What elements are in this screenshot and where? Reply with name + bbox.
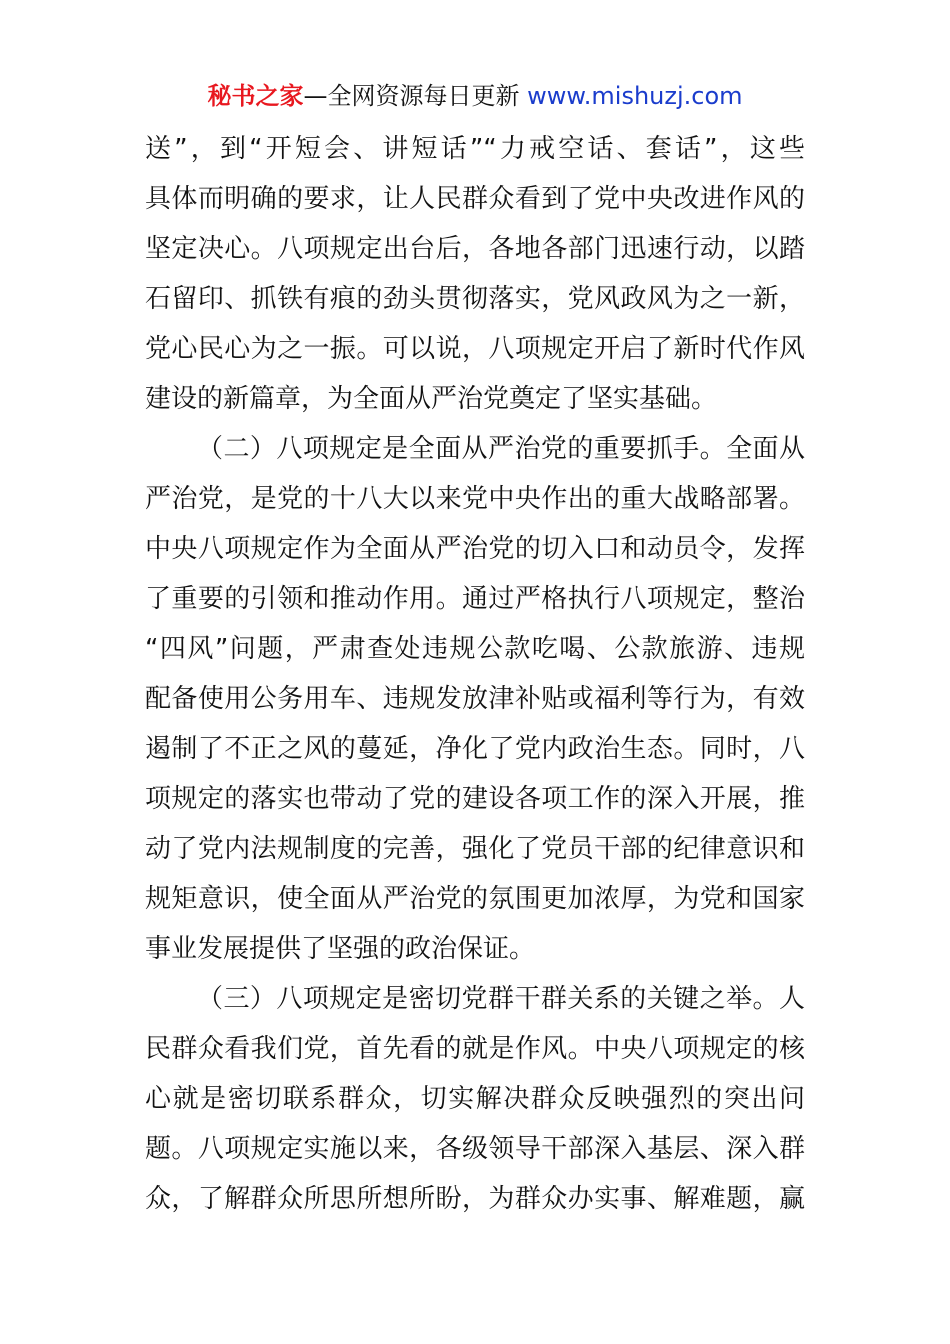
section-heading-2: （二）八项规定是全面从严治党的重要抓手。全面从 <box>197 434 805 464</box>
text-line: “四风”问题，严肃查处违规公款吃喝、公款旅游、违规 <box>145 634 805 664</box>
text-line: 规矩意识，使全面从严治党的氛围更加浓厚，为党和国家 <box>145 884 805 914</box>
section-heading-3: （三）八项规定是密切党群干群关系的关键之举。人 <box>197 984 805 1014</box>
text-line: 中央八项规定作为全面从严治党的切入口和动员令，发挥 <box>145 534 805 564</box>
text-line: 坚定决心。八项规定出台后，各地各部门迅速行动，以踏 <box>145 234 805 264</box>
text-line: 党心民心为之一振。可以说，八项规定开启了新时代作风 <box>145 334 805 364</box>
text-line: 具体而明确的要求，让人民群众看到了党中央改进作风的 <box>145 184 805 214</box>
text-line: 心就是密切联系群众，切实解决群众反映强烈的突出问 <box>145 1084 805 1114</box>
text-line: 了重要的引领和推动作用。通过严格执行八项规定，整治 <box>145 584 805 614</box>
text-line: 配备使用公务用车、违规发放津补贴或福利等行为，有效 <box>145 684 805 714</box>
text-line: 动了党内法规制度的完善，强化了党员干部的纪律意识和 <box>145 834 805 864</box>
article-body <box>145 124 805 1224</box>
site-header <box>0 78 950 114</box>
text-line: 送”，到“开短会、讲短话”“力戒空话、套话”，这些 <box>145 134 805 164</box>
text-line: 题。八项规定实施以来，各级领导干部深入基层、深入群 <box>145 1134 805 1164</box>
text-line: 项规定的落实也带动了党的建设各项工作的深入开展，推 <box>145 784 805 814</box>
text-line: 建设的新篇章，为全面从严治党奠定了坚实基础。 <box>145 384 718 414</box>
text-line: 民群众看我们党，首先看的就是作风。中央八项规定的核 <box>145 1034 805 1064</box>
site-brand: 秘书之家 <box>207 82 304 110</box>
site-tagline: —全网资源每日更新 <box>303 82 520 110</box>
text-line: 遏制了不正之风的蔓延，净化了党内政治生态。同时，八 <box>145 734 805 764</box>
site-url-link[interactable]: www.mishuzj.com <box>527 82 743 110</box>
text-line: 众，了解群众所思所想所盼，为群众办实事、解难题，赢 <box>145 1184 805 1214</box>
text-line: 严治党，是党的十八大以来党中央作出的重大战略部署。 <box>145 484 805 514</box>
text-line: 石留印、抓铁有痕的劲头贯彻落实，党风政风为之一新， <box>145 284 805 314</box>
text-line: 事业发展提供了坚强的政治保证。 <box>145 934 536 964</box>
